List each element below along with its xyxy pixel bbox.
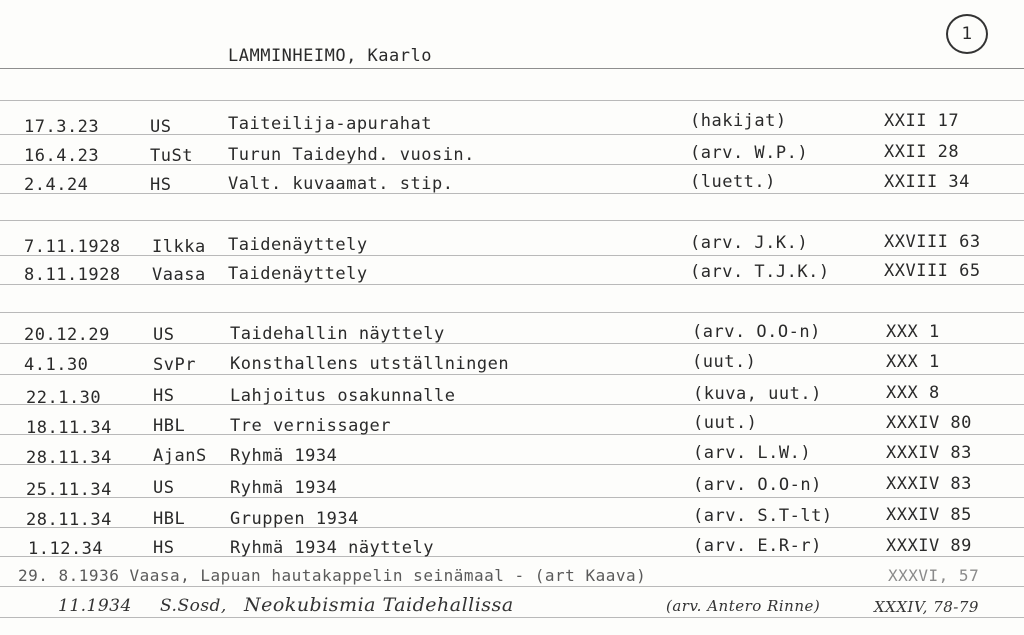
entry-paper: TuSt (150, 146, 193, 166)
entry-title: Ryhmä 1934 (230, 446, 338, 466)
entry-paper: HBL (153, 416, 186, 436)
handwritten-title: Neokubismia Taidehallissa (244, 594, 514, 616)
entry-title: Konsthallens utställningen (230, 354, 510, 374)
entry-ref: XXII 28 (884, 142, 960, 162)
entry-paper: HS (150, 175, 172, 195)
entry-ref: XXXIV 83 (886, 474, 972, 494)
entry-ref: XXIII 34 (884, 172, 970, 192)
entry-ref: XXVIII 65 (884, 261, 981, 281)
entry-ref: XXVIII 63 (884, 232, 981, 252)
entry-paper: HS (153, 386, 175, 406)
ruled-line (0, 100, 1024, 101)
card-number: 1 (961, 24, 973, 44)
entry-date: 18.11.34 (26, 418, 112, 438)
entry-title: Taidehallin näyttely (230, 324, 445, 344)
ruled-line (0, 220, 1024, 221)
extra-entry-text: 29. 8.1936 Vaasa, Lapuan hautakappelin seinämaal - (art Kaava) (18, 566, 647, 585)
entry-date: 22.1.30 (26, 388, 102, 408)
entry-note: (arv. T.J.K.) (690, 262, 830, 282)
entry-note: (uut.) (693, 413, 758, 433)
entry-title: Ryhmä 1934 näyttely (230, 538, 434, 558)
entry-paper: AjanS (153, 446, 207, 466)
entry-title: Lahjoitus osakunnalle (230, 386, 456, 406)
entry-date: 20.12.29 (24, 325, 110, 345)
entry-date: 7.11.1928 (24, 237, 121, 257)
entry-ref: XXX 1 (886, 322, 940, 342)
entry-note: (arv. L.W.) (693, 443, 812, 463)
entry-note: (uut.) (692, 352, 757, 372)
entry-ref: XXXIV 83 (886, 443, 972, 463)
ruled-line (0, 312, 1024, 313)
handwritten-date: 11.1934 (58, 596, 132, 616)
entry-title: Taiteilija-apurahat (228, 114, 432, 134)
entry-note: (luett.) (690, 172, 776, 192)
ruled-line (0, 617, 1024, 618)
entry-note: (arv. W.P.) (690, 143, 809, 163)
entry-paper: US (150, 117, 172, 137)
entry-paper: US (153, 478, 175, 498)
entry-date: 16.4.23 (24, 146, 100, 166)
entry-note: (kuva, uut.) (693, 384, 822, 404)
entry-date: 2.4.24 (24, 175, 89, 195)
entry-note: (arv. O.O-n) (693, 475, 822, 495)
entry-ref: XXXIV 89 (886, 536, 972, 556)
handwritten-ref: XXXIV, 78-79 (874, 598, 979, 616)
entry-date: 28.11.34 (26, 448, 112, 468)
entry-date: 25.11.34 (26, 480, 112, 500)
entry-date: 8.11.1928 (24, 265, 121, 285)
handwritten-paper: S.Sosd, (160, 596, 227, 616)
extra-entry-ref: XXXVI, 57 (888, 566, 980, 585)
entry-ref: XXII 17 (884, 111, 960, 131)
entry-date: 28.11.34 (26, 510, 112, 530)
entry-paper: HBL (153, 509, 186, 529)
ruled-line (0, 586, 1024, 587)
entry-ref: XXX 1 (886, 352, 940, 372)
entry-ref: XXX 8 (886, 383, 940, 403)
entry-paper: US (153, 325, 175, 345)
handwritten-note: (arv. Antero Rinne) (666, 597, 821, 615)
entry-title: Valt. kuvaamat. stip. (228, 174, 454, 194)
entry-note: (arv. E.R-r) (693, 536, 822, 556)
entry-ref: XXXIV 80 (886, 413, 972, 433)
entry-title: Turun Taideyhd. vuosin. (228, 145, 475, 165)
entry-title: Gruppen 1934 (230, 509, 359, 529)
entry-note: (arv. J.K.) (690, 233, 809, 253)
entry-date: 1.12.34 (28, 539, 104, 559)
entry-paper: Ilkka (152, 237, 206, 257)
entry-paper: HS (153, 538, 175, 558)
entry-title: Taidenäyttely (228, 264, 368, 284)
entry-note: (arv. O.O-n) (692, 322, 821, 342)
card-number-circle (946, 14, 988, 54)
card-header-rule (0, 68, 1024, 69)
entry-title: Ryhmä 1934 (230, 478, 338, 498)
entry-note: (arv. S.T-lt) (693, 506, 833, 526)
entry-paper: SvPr (153, 355, 196, 375)
entry-note: (hakijat) (690, 111, 787, 131)
card-name: LAMMINHEIMO, Kaarlo (228, 46, 432, 66)
entry-title: Taidenäyttely (228, 235, 368, 255)
entry-title: Tre vernissager (230, 416, 392, 436)
entry-ref: XXXIV 85 (886, 505, 972, 525)
entry-date: 17.3.23 (24, 117, 100, 137)
entry-date: 4.1.30 (24, 355, 89, 375)
entry-paper: Vaasa (152, 265, 206, 285)
